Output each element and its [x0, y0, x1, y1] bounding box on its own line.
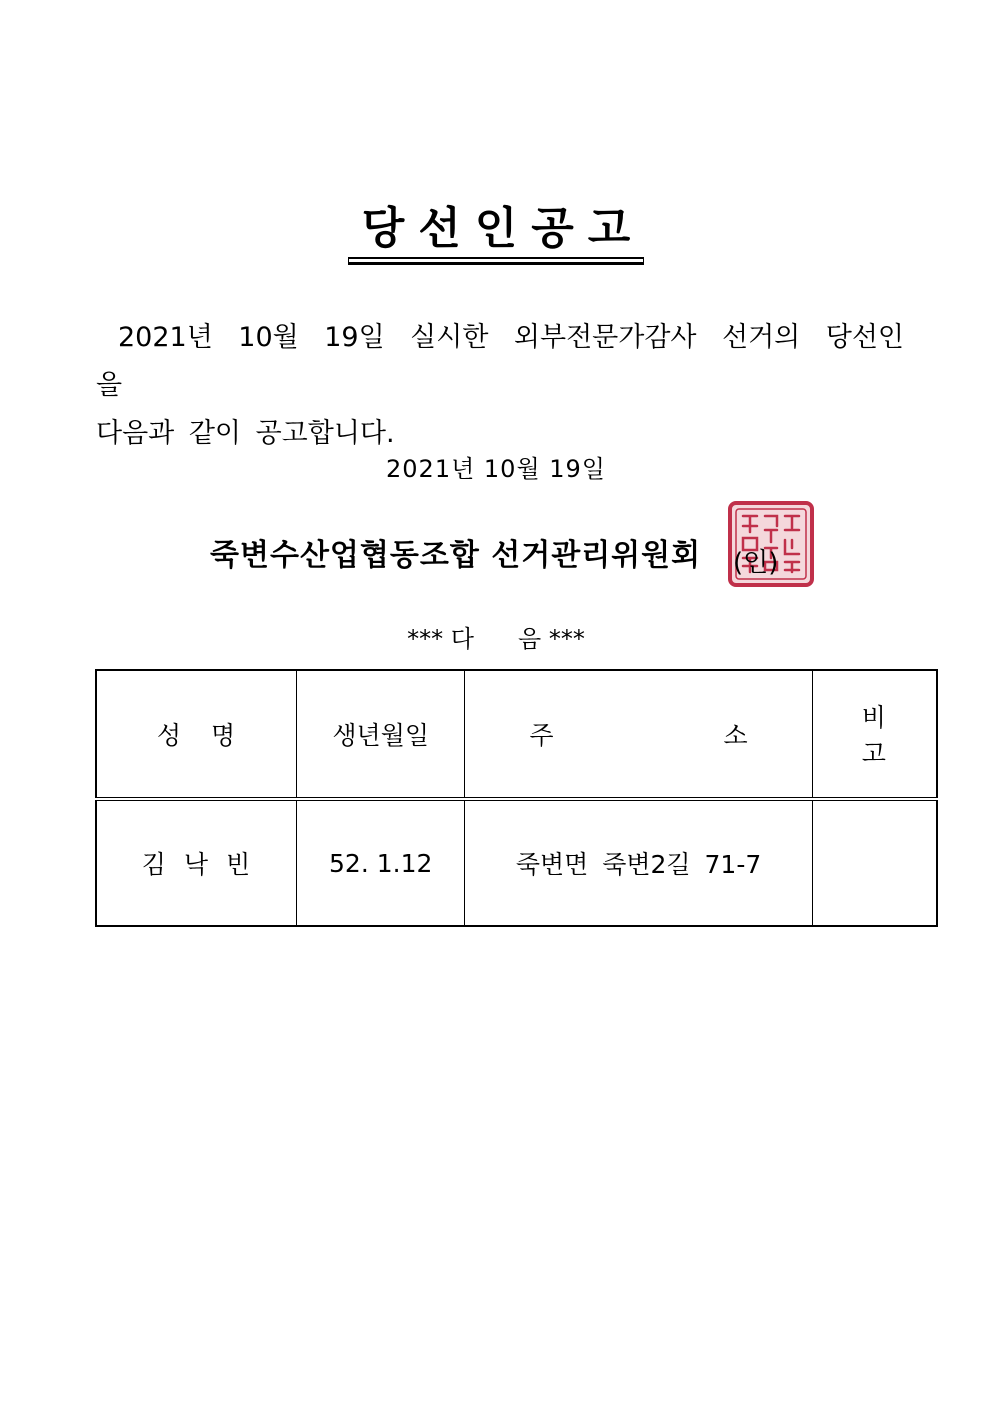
notice-heading-suffix: 음 ***: [518, 625, 585, 653]
cell-address: 죽변면 죽변2길 71-7: [465, 799, 812, 926]
notice-heading-prefix: *** 다: [407, 625, 474, 653]
header-name: 성명: [96, 670, 296, 799]
header-address-part-2: 소: [723, 721, 748, 750]
document-title: [0, 203, 992, 259]
notice-heading: [0, 619, 992, 654]
announcement-body: [96, 314, 904, 458]
seal-mark: (인): [733, 548, 779, 578]
document-title-text: 당선인공고: [348, 203, 645, 259]
header-remarks: 비고: [812, 670, 937, 799]
header-address-part-1: 주: [529, 721, 554, 750]
announcement-line-2: 다음과 같이 공고합니다.: [96, 418, 395, 449]
header-address: [465, 670, 812, 799]
announcement-date: 2021년 10월 19일: [386, 455, 606, 483]
table-header-row: [96, 670, 937, 799]
announcement-line-1: 2021년 10월 19일 실시한 외부전문가감사 선거의 당선인을: [96, 322, 904, 401]
table-row: [96, 799, 937, 926]
cell-remarks: [812, 799, 937, 926]
elected-person-table: [95, 669, 938, 927]
cell-birthdate: 52. 1.12: [296, 799, 464, 926]
header-birthdate: 생년월일: [296, 670, 464, 799]
cell-name: 김낙빈: [96, 799, 296, 926]
organization-name: 죽변수산업협동조합 선거관리위원회: [210, 538, 702, 573]
